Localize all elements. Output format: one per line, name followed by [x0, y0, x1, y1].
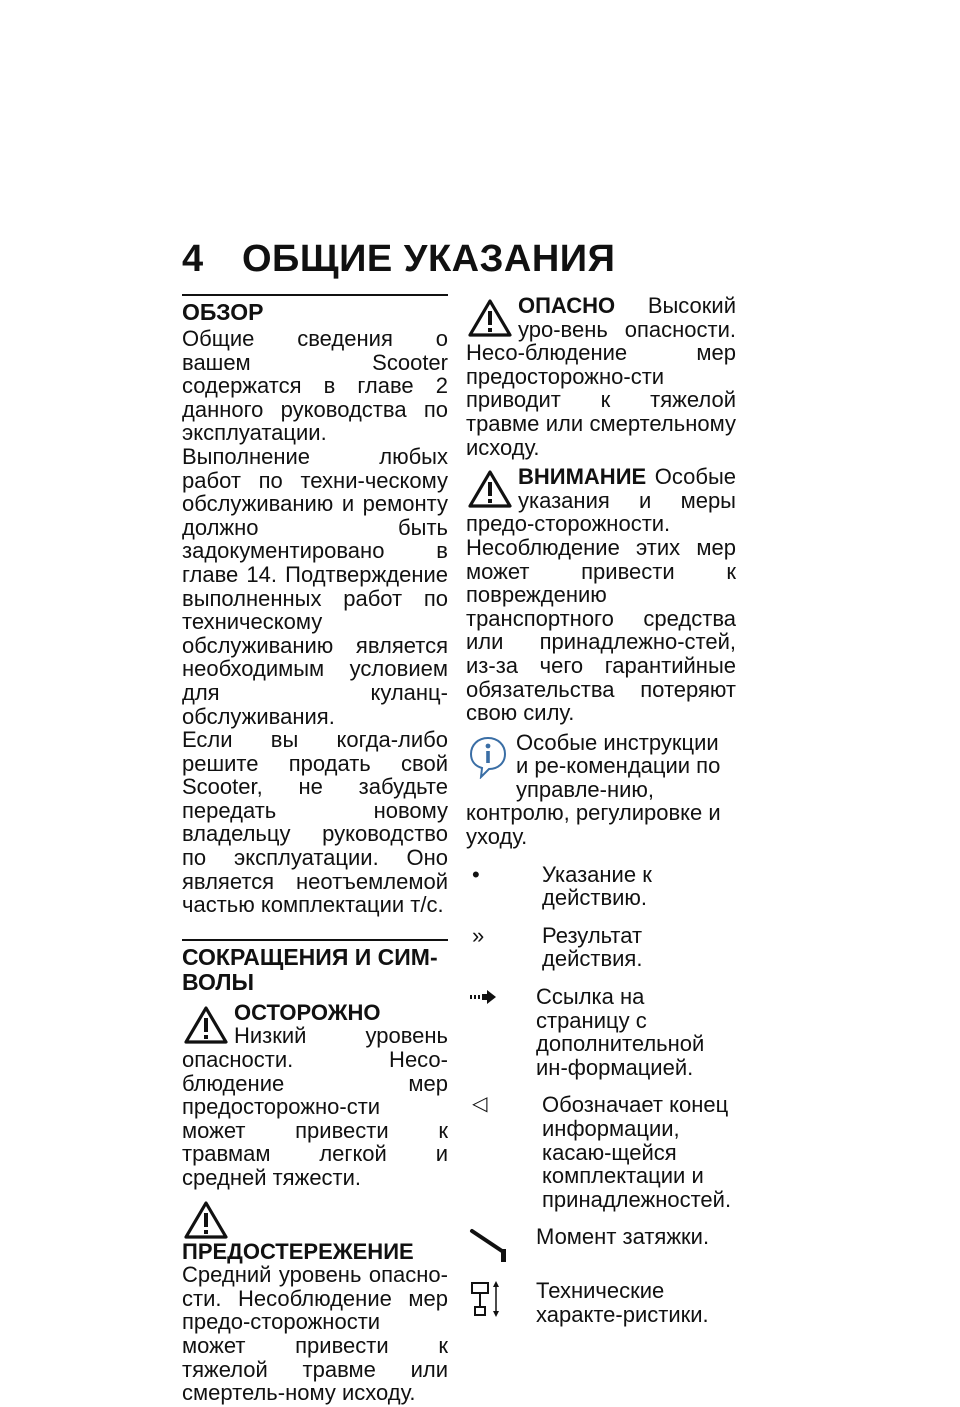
- symbol-text: Результат действия.: [542, 922, 643, 972]
- info-icon: [468, 735, 508, 779]
- overview-paragraph-1: Общие сведения о вашем Scooter содержатся в главе 2 данного руководства по эксплуатации. Выполнение любых работ по техни-ческому обслуживанию и ремонту должно быть задокументировано в главе 14. Подтверждение выполненных работ по техническому обслуживанию является необходимым условием для куланц-обслуживания.: [182, 326, 448, 729]
- chapter-heading: [182, 238, 615, 281]
- symbol-text: Указание к действию.: [542, 861, 652, 911]
- result-arrow-icon: »: [472, 922, 485, 948]
- left-column: [182, 294, 448, 1407]
- warning-text: Средний уровень опасно-сти. Несоблюдение мер предо-сторожности может привести к тяжелой травме или смертель-ному исходу.: [182, 1262, 448, 1406]
- chapter-number: 4: [182, 238, 204, 280]
- caution-notice: [182, 1001, 448, 1190]
- end-marker-icon: ◁: [472, 1093, 488, 1116]
- symbol-row: [466, 1093, 736, 1211]
- abbrev-heading: СОКРАЩЕНИЯ И СИМ-ВОЛЫ: [182, 943, 438, 995]
- symbol-text: Ссылка на страницу с дополнительной ин-формацией.: [536, 984, 705, 1080]
- overview-heading: ОБЗОР: [182, 299, 264, 325]
- chapter-title: ОБЩИЕ УКАЗАНИЯ: [242, 238, 616, 280]
- right-column: [466, 294, 736, 1327]
- symbol-row: [466, 985, 736, 1079]
- warning-triangle-icon: [184, 1005, 228, 1045]
- overview-paragraph-2: Если вы когда-либо решите продать свой Scooter, не забудьте передать новому владельцу руководство по эксплуатации. Оно является неотъемлемой частью комплектации т/с.: [182, 727, 448, 918]
- bullet-icon: •: [472, 861, 480, 887]
- caution-label: ОСТОРОЖНО: [234, 999, 381, 1025]
- technical-data-icon: [466, 1279, 536, 1326]
- danger-label: ОПАСНО: [518, 293, 616, 318]
- notice-text: Особые указания и меры предо-сторожности. Несоблюдение этих мер может привести к повреждению транспортного средства или принадлежно-стей, из-за чего гарантийные обязательства потеряют свою силу.: [466, 464, 736, 726]
- symbol-row: [466, 1225, 736, 1265]
- warning-triangle-icon: [468, 469, 512, 509]
- notice-label: ВНИМАНИЕ: [518, 464, 647, 490]
- danger-notice: [466, 294, 736, 459]
- info-text: Особые инструкции и ре-комендации по управле-нию, контролю, регулировке и уходу.: [466, 729, 721, 850]
- symbol-text: Обозначает конец информации, касаю-щейся комплектации и принадлежностей.: [542, 1092, 732, 1212]
- warning-label: ПРЕДОСТЕРЕЖЕНИЕ: [182, 1238, 414, 1264]
- page-reference-icon: [466, 985, 536, 1079]
- symbol-text: Технические характе-ристики.: [536, 1278, 709, 1327]
- warning-triangle-icon: [468, 298, 512, 338]
- notice-notice: [466, 465, 736, 725]
- section-rule: [182, 939, 448, 941]
- danger-text: Высокий уро-вень опасности. Несо-блюдение мер предосторожно-сти приводит к тяжелой травме или смертельному исходу.: [466, 293, 736, 460]
- symbol-row: [466, 924, 736, 971]
- warning-triangle-icon: [184, 1200, 228, 1240]
- info-notice: [466, 731, 736, 849]
- caution-text: Низкий уровень опасности. Несо-блюдение мер предосторожно-сти может привести к травмам легкой и средней тяжести.: [182, 1023, 448, 1190]
- symbol-row: [466, 863, 736, 910]
- section-rule: [182, 294, 448, 296]
- symbol-row: [466, 1279, 736, 1326]
- torque-wrench-icon: [466, 1225, 536, 1265]
- symbol-text: Момент затяжки.: [536, 1224, 710, 1250]
- warning-notice: [182, 1196, 448, 1405]
